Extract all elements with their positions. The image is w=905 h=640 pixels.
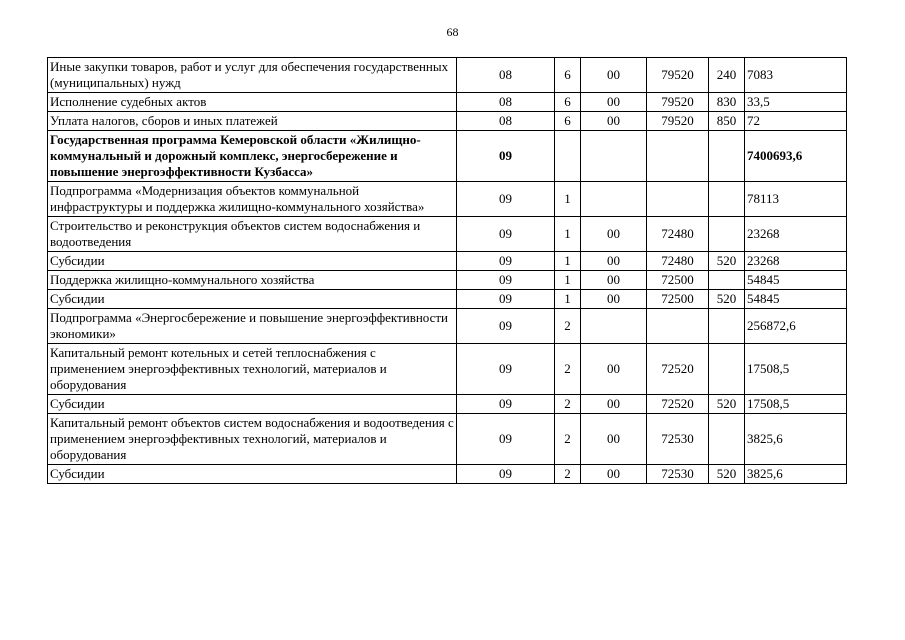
cell-expense-type [709,271,745,290]
cell-expense-type [709,344,745,395]
table-row [48,112,847,131]
cell-subprogram: 6 [555,112,581,131]
cell-section: 09 [457,131,555,182]
table-row [48,414,847,465]
budget-table [47,57,847,484]
cell-name: Исполнение судебных актов [48,93,457,112]
cell-program: 00 [581,252,647,271]
cell-expense-type [709,182,745,217]
cell-direction [647,131,709,182]
cell-amount: 54845 [745,271,847,290]
cell-program: 00 [581,344,647,395]
cell-direction [647,309,709,344]
cell-expense-type: 520 [709,290,745,309]
cell-expense-type: 240 [709,58,745,93]
cell-expense-type: 520 [709,465,745,484]
cell-direction: 72480 [647,217,709,252]
table-row [48,395,847,414]
cell-subprogram [555,131,581,182]
table-row [48,217,847,252]
cell-direction: 72530 [647,465,709,484]
cell-subprogram: 6 [555,93,581,112]
table-row [48,58,847,93]
cell-expense-type: 850 [709,112,745,131]
cell-direction: 72480 [647,252,709,271]
cell-amount: 7400693,6 [745,131,847,182]
cell-program: 00 [581,112,647,131]
cell-expense-type [709,309,745,344]
cell-amount: 23268 [745,217,847,252]
cell-direction: 79520 [647,58,709,93]
cell-program: 00 [581,290,647,309]
cell-section: 09 [457,182,555,217]
cell-amount: 17508,5 [745,395,847,414]
cell-amount: 33,5 [745,93,847,112]
cell-direction: 79520 [647,93,709,112]
cell-amount: 23268 [745,252,847,271]
cell-name: Субсидии [48,290,457,309]
cell-subprogram: 2 [555,414,581,465]
cell-subprogram: 2 [555,395,581,414]
cell-subprogram: 1 [555,271,581,290]
cell-program: 00 [581,58,647,93]
cell-direction: 72500 [647,290,709,309]
cell-amount: 54845 [745,290,847,309]
cell-program: 00 [581,217,647,252]
cell-program: 00 [581,395,647,414]
cell-amount: 3825,6 [745,414,847,465]
cell-section: 09 [457,414,555,465]
cell-expense-type: 520 [709,395,745,414]
cell-direction: 72520 [647,344,709,395]
cell-section: 08 [457,112,555,131]
cell-name: Иные закупки товаров, работ и услуг для обеспечения государственных (муниципальных) нужд [48,58,457,93]
cell-section: 08 [457,58,555,93]
cell-section: 09 [457,395,555,414]
cell-section: 09 [457,465,555,484]
page-number: 68 [446,25,459,39]
cell-name: Капитальный ремонт котельных и сетей теплоснабжения с применением энергоэффективных технологий, материалов и оборудования [48,344,457,395]
cell-direction: 72530 [647,414,709,465]
table-body [48,58,847,484]
cell-expense-type [709,217,745,252]
cell-amount: 256872,6 [745,309,847,344]
cell-subprogram: 2 [555,309,581,344]
cell-amount: 3825,6 [745,465,847,484]
cell-section: 09 [457,217,555,252]
cell-amount: 7083 [745,58,847,93]
cell-expense-type: 830 [709,93,745,112]
cell-name: Субсидии [48,252,457,271]
cell-expense-type: 520 [709,252,745,271]
cell-subprogram: 1 [555,182,581,217]
cell-subprogram: 1 [555,290,581,309]
cell-name: Строительство и реконструкция объектов систем водоснабжения и водоотведения [48,217,457,252]
cell-program: 00 [581,93,647,112]
cell-section: 09 [457,309,555,344]
cell-direction: 72520 [647,395,709,414]
cell-subprogram: 2 [555,465,581,484]
cell-program [581,182,647,217]
cell-name: Капитальный ремонт объектов систем водоснабжения и водоотведения с применением энергоэффективных технологий, материалов и оборудования [48,414,457,465]
cell-program [581,131,647,182]
table-row [48,93,847,112]
cell-direction [647,182,709,217]
table-row [48,131,847,182]
cell-expense-type [709,414,745,465]
cell-program [581,309,647,344]
table-row [48,344,847,395]
cell-name: Субсидии [48,465,457,484]
cell-amount: 72 [745,112,847,131]
cell-section: 09 [457,252,555,271]
cell-program: 00 [581,465,647,484]
cell-program: 00 [581,414,647,465]
cell-name: Субсидии [48,395,457,414]
cell-direction: 79520 [647,112,709,131]
cell-expense-type [709,131,745,182]
cell-program: 00 [581,271,647,290]
cell-amount: 17508,5 [745,344,847,395]
cell-name: Подпрограмма «Модернизация объектов коммунальной инфраструктуры и поддержка жилищно-коммунального хозяйства» [48,182,457,217]
table-row [48,465,847,484]
table-row [48,290,847,309]
cell-subprogram: 1 [555,217,581,252]
cell-section: 08 [457,93,555,112]
table-row [48,309,847,344]
cell-amount: 78113 [745,182,847,217]
cell-name: Поддержка жилищно-коммунального хозяйства [48,271,457,290]
cell-direction: 72500 [647,271,709,290]
cell-subprogram: 6 [555,58,581,93]
cell-subprogram: 2 [555,344,581,395]
cell-section: 09 [457,344,555,395]
cell-name: Государственная программа Кемеровской области «Жилищно-коммунальный и дорожный комплекс, энергосбережение и повышение энергоэффективности Кузбасса» [48,131,457,182]
table-row [48,271,847,290]
cell-name: Уплата налогов, сборов и иных платежей [48,112,457,131]
cell-subprogram: 1 [555,252,581,271]
cell-section: 09 [457,271,555,290]
cell-section: 09 [457,290,555,309]
cell-name: Подпрограмма «Энергосбережение и повышение энергоэффективности экономики» [48,309,457,344]
table-row [48,182,847,217]
table-row [48,252,847,271]
